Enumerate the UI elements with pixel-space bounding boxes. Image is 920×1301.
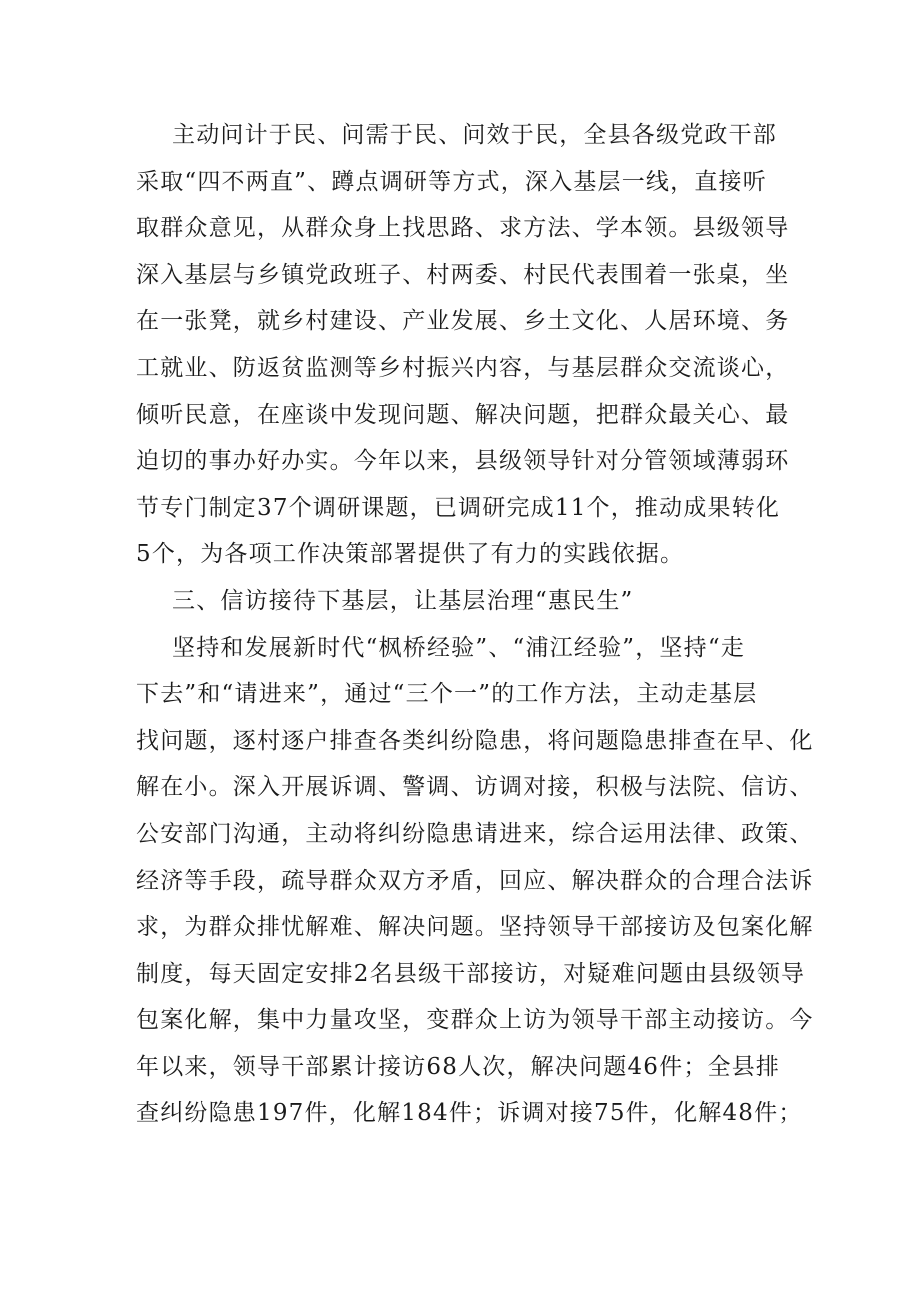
paragraph-line: 公安部门沟通，主动将纠纷隐患请进来，综合运用法律、政策、 (136, 820, 814, 847)
document-body (136, 112, 814, 1137)
paragraph-line: 取群众意见，从群众身上找思路、求方法、学本领。县级领导 (136, 215, 790, 242)
section-heading: 三、信访接待下基层，让基层治理“惠民生” (172, 587, 634, 614)
paragraph-line: 在一张凳，就乡村建设、产业发展、乡土文化、人居环境、务 (136, 308, 790, 335)
paragraph-line: 倾听民意，在座谈中发现问题、解决问题，把群众最关心、最 (136, 401, 790, 428)
paragraph-line: 包案化解，集中力量攻坚，变群众上访为领导干部主动接访。今 (136, 1007, 814, 1034)
paragraph-line: 节专门制定37个调研课题，已调研完成11个，推动成果转化 (136, 494, 781, 521)
paragraph-line: 采取“四不两直”、蹲点调研等方式，深入基层一线，直接听 (136, 168, 767, 195)
paragraph-line: 经济等手段，疏导群众双方矛盾，回应、解决群众的合理合法诉 (136, 867, 814, 894)
paragraph-line: 5个，为各项工作决策部署提供了有力的实践依据。 (136, 541, 685, 568)
paragraph-line: 深入基层与乡镇党政班子、村两委、村民代表围着一张桌，坐 (136, 261, 790, 288)
paragraph-line: 找问题，逐村逐户排查各类纠纷隐患，将问题隐患排查在早、化 (136, 727, 814, 754)
paragraph-line: 解在小。深入开展诉调、警调、访调对接，积极与法院、信访、 (136, 774, 814, 801)
paragraph-line: 主动问计于民、问需于民、问效于民，全县各级党政干部 (172, 122, 777, 148)
paragraph-line: 求，为群众排忧解难、解决问题。坚持领导干部接访及包案化解 (136, 914, 814, 941)
paragraph-line: 制度，每天固定安排2名县级干部接访，对疑难问题由县级领导 (136, 960, 806, 987)
paragraph-line: 年以来，领导干部累计接访68人次，解决问题46件；全县排 (136, 1053, 781, 1080)
paragraph-line: 下去”和“请进来”，通过“三个一”的工作方法，主动走基层 (136, 681, 758, 708)
paragraph-line: 坚持和发展新时代“枫桥经验”、“浦江经验”，坚持“走 (172, 634, 745, 661)
paragraph-line: 迫切的事办好办实。今年以来，县级领导针对分管领域薄弱环 (136, 448, 790, 475)
paragraph-line: 查纠纷隐患197件，化解184件；诉调对接75件，化解48件； (136, 1100, 803, 1127)
paragraph-line: 工就业、防返贫监测等乡村振兴内容，与基层群众交流谈心， (136, 354, 790, 381)
